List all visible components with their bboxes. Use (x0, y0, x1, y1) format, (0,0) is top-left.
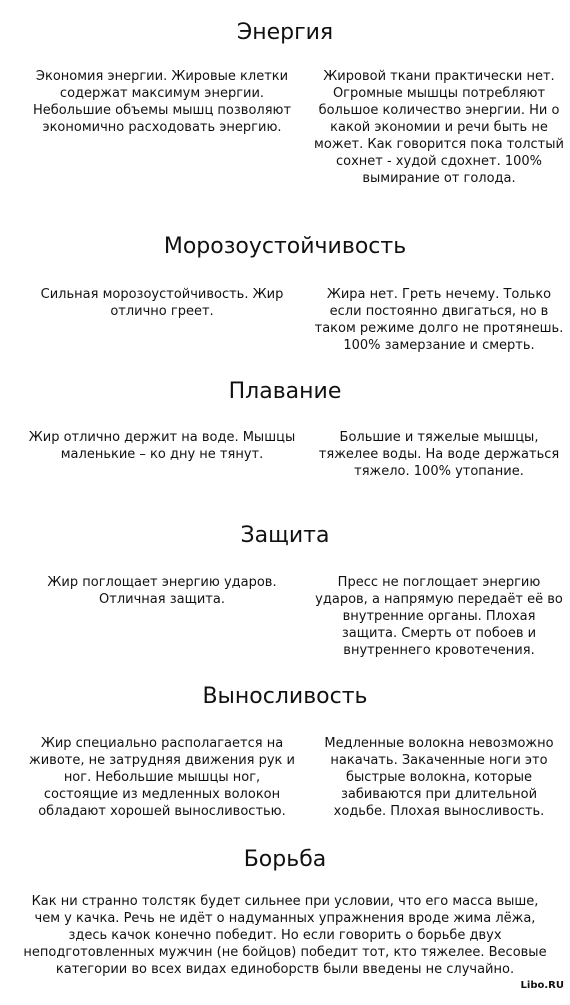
section-title-swimming: Плавание (228, 379, 342, 404)
frost-fat-text: Сильная морозоустойчивость. Жир отлично греет. (40, 287, 284, 319)
swimming-fat-text: Жир отлично держит на воде. Мышцы маленькие – ко дну не тянут. (28, 430, 296, 462)
protection-fat-text: Жир поглощает энергию ударов. Отличная защита. (47, 575, 277, 607)
frost-muscle-text: Жира нет. Греть нечему. Только если постоянно двигаться, но в таком режиме долго не протянешь. 100% замерзание и смерть. (314, 287, 564, 353)
section-title-fight: Борьба (243, 847, 327, 872)
section-title-protection: Защита (240, 523, 330, 548)
protection-muscle-text: Пресс не поглощает энергию ударов, а напрямую передаёт её во внутренние органы. Плохая защита. Смерть от побоев и внутреннего кровотечения. (315, 575, 563, 658)
energy-fat-text: Экономия энергии. Жировые клетки содержат максимум энергии. Небольшие объемы мышц позволяют экономично расходовать энергию. (32, 69, 292, 135)
section-title-endurance: Выносливость (202, 684, 368, 709)
endurance-fat-text: Жир специально располагается на животе, не затрудняя движения рук и ног. Небольшие мышцы ног, состоящие из медленных волокон обладают хорошей выносливостью. (29, 736, 295, 819)
section-title-energy: Энергия (236, 20, 334, 45)
swimming-muscle-text: Большие и тяжелые мышцы, тяжелее воды. На воде держаться тяжело. 100% утопание. (318, 430, 560, 479)
site-watermark: Libo.RU (520, 980, 564, 991)
endurance-muscle-text: Медленные волокна невозможно накачать. Закаченные ноги это быстрые волокна, которые забиваются при длительной ходьбе. Плохая выносливость. (324, 736, 554, 819)
energy-muscle-text: Жировой ткани практически нет. Огромные мышцы потребляют большое количество энергии. Ни о какой экономии и речи быть не может. Как говорится пока толстый сохнет - худой сдохнет. 100% вымирание от голода. (314, 69, 564, 186)
fight-text: Как ни странно толстяк будет сильнее при условии, что его масса выше, чем у качка. Речь не идёт о надуманных упражнения вроде жима лёжа, здесь качок конечно победит. Но если говорить о борьбе двух неподготовленных мужчин (не бойцов) победит тот, кто тяжелее. Весовые категории во всех видах единоборств были введены не случайно. (23, 894, 547, 977)
section-title-frost: Морозоустойчивость (163, 234, 407, 259)
